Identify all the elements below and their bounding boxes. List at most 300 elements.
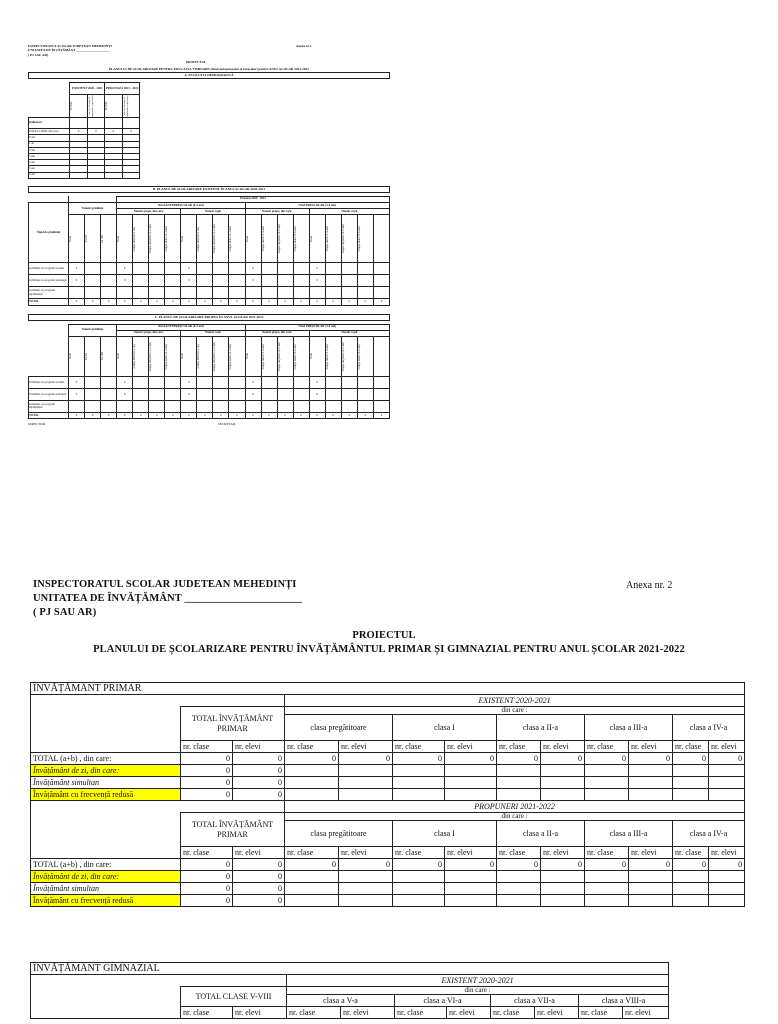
table-cell: 0 xyxy=(181,765,233,777)
table-cell: 0 xyxy=(445,859,497,871)
empty-cell xyxy=(541,871,585,883)
col-total: Total xyxy=(68,235,72,242)
empty-cell xyxy=(357,388,373,400)
gimnazial-title: ÎNVĂȚĂMÂNT GIMNAZIAL xyxy=(31,963,669,975)
col-grupa: Grupa mare (5-6 ani) xyxy=(356,343,361,370)
table-cell: 0 xyxy=(245,299,261,305)
table-cell: 0 xyxy=(325,299,341,305)
gimnazial-total-col: TOTAL CLASE V-VIII xyxy=(181,987,287,1007)
table-cell: 0 xyxy=(445,753,497,765)
empty-cell xyxy=(197,376,213,388)
table-cell xyxy=(325,215,341,263)
indicator-label: Indicatori xyxy=(29,118,70,129)
table-cell: 0 xyxy=(541,859,585,871)
nr-copii: Număr copii xyxy=(309,330,389,336)
col-grupa: Grupa mică (0-1 an) xyxy=(132,344,137,369)
empty-cell xyxy=(497,883,541,895)
table-cell: nr. clase xyxy=(585,741,629,753)
empty-cell xyxy=(101,388,117,400)
empty-cell xyxy=(357,376,373,388)
table-cell: 0 xyxy=(373,299,389,305)
col-prognoza: PROGNOZĂ 2021 - 2022 xyxy=(105,83,140,95)
table-cell xyxy=(181,215,197,263)
empty-cell xyxy=(325,275,341,287)
table-cell: 0 xyxy=(133,412,149,418)
annex1-header-left xyxy=(28,44,390,57)
col-total: Total xyxy=(308,235,313,242)
empty-cell xyxy=(373,275,389,287)
table-cell: nr. elevi xyxy=(623,1007,669,1019)
empty-cell xyxy=(229,376,245,388)
empty-cell xyxy=(149,376,165,388)
empty-cell xyxy=(709,777,745,789)
empty-cell xyxy=(339,789,393,801)
empty-cell xyxy=(285,883,339,895)
table-cell: nr. elevi xyxy=(339,847,393,859)
empty-cell xyxy=(197,400,213,412)
table-cell xyxy=(197,336,213,376)
table-cell: 0 xyxy=(709,753,745,765)
empty-cell xyxy=(285,871,339,883)
empty-cell xyxy=(197,263,213,275)
annex2-header-line: INSPECTORATUL SCOLAR JUDETEAN MEHEDINȚI xyxy=(33,579,297,590)
empty-cell xyxy=(69,400,85,412)
col-grupa: Grupa mare (5-6 ani) xyxy=(292,226,297,252)
class-header: clasa a IV-a xyxy=(673,715,745,741)
table-cell xyxy=(133,215,149,263)
table-cell xyxy=(70,95,87,118)
table-cell: 0 xyxy=(309,263,325,275)
col-grupa: Grupa mică (3-4 ani) xyxy=(260,226,265,252)
annex1-proj: PROIECTUL xyxy=(186,60,207,64)
row-total: TOTAL xyxy=(29,299,69,305)
empty-cell xyxy=(29,324,69,376)
empty-cell xyxy=(709,871,745,883)
table-cell: 0 xyxy=(309,275,325,287)
col-grupa: Grupa mică (3-4 ani) xyxy=(260,343,265,369)
nr-copii: Număr copii xyxy=(181,209,245,215)
empty-cell xyxy=(325,287,341,299)
empty-cell xyxy=(293,388,309,400)
table-cell xyxy=(293,215,309,263)
empty-cell xyxy=(31,801,285,813)
nr-gradinite: Număr grădinițe xyxy=(69,202,117,214)
annex1-page xyxy=(28,44,390,432)
table-cell: 0 xyxy=(181,388,197,400)
class-header: clasa pregătitoare xyxy=(285,715,393,741)
row-total: TOTAL xyxy=(29,412,69,418)
empty-cell xyxy=(197,287,213,299)
empty-cell xyxy=(585,895,629,907)
table-cell: 0 xyxy=(69,275,85,287)
empty-cell xyxy=(261,287,277,299)
table-cell: 0 xyxy=(69,388,85,400)
empty-cell xyxy=(497,765,541,777)
secretar-label: SECRETAR, xyxy=(218,422,236,427)
col-grupa: Grupa mijlocie (4-5 ani) xyxy=(340,224,345,254)
table-cell: nr. clase xyxy=(673,741,709,753)
cell-value: 0 xyxy=(70,129,87,135)
table-cell xyxy=(85,215,101,263)
empty-cell xyxy=(309,287,325,299)
col-grupa: Grupa mijlocie (1-2 ani) xyxy=(212,341,217,371)
empty-cell xyxy=(629,883,673,895)
col-grupa: Grupa mare (2-3 ani) xyxy=(164,343,169,370)
empty-cell xyxy=(165,376,181,388)
table-cell: 0 xyxy=(293,299,309,305)
director-label: DIRECTOR, xyxy=(28,422,46,427)
table-cell: nr. clase xyxy=(491,1007,535,1019)
col-grupa: Grupa mare (2-3 ani) xyxy=(164,226,169,252)
table-cell: 0 xyxy=(393,753,445,765)
empty-cell xyxy=(339,777,393,789)
annex1-header-line: ( PJ SAU AR) xyxy=(28,52,49,57)
empty-cell xyxy=(277,400,293,412)
empty-cell xyxy=(133,400,149,412)
table-cell xyxy=(229,215,245,263)
table-cell: 0 xyxy=(165,412,181,418)
empty-cell xyxy=(101,263,117,275)
table-cell: 0 xyxy=(585,859,629,871)
empty-cell xyxy=(373,388,389,400)
table-cell: 0 xyxy=(233,789,285,801)
empty-cell xyxy=(341,400,357,412)
table-cell: 0 xyxy=(233,753,285,765)
class-header: clasa a II-a xyxy=(497,821,585,847)
row-tip: Grădinițe cu program săptămânal xyxy=(29,400,69,412)
col-grupa: Grupa mare (2-3 ani) xyxy=(228,226,233,252)
table-cell: 0 xyxy=(293,412,309,418)
empty-cell xyxy=(165,287,181,299)
empty-cell xyxy=(105,172,122,178)
empty-cell xyxy=(261,376,277,388)
table-cell: 0 xyxy=(233,871,285,883)
empty-cell xyxy=(165,263,181,275)
annex1-section-c-table xyxy=(28,324,390,420)
empty-cell xyxy=(261,263,277,275)
empty-cell xyxy=(325,263,341,275)
table-cell: 0 xyxy=(69,299,85,305)
table-cell xyxy=(357,215,373,263)
col-total: Total xyxy=(180,353,185,360)
empty-cell xyxy=(341,388,357,400)
table-cell xyxy=(117,336,133,376)
tip-gradinita: Tipul de grădiniță xyxy=(29,202,69,262)
empty-cell xyxy=(325,388,341,400)
table-cell: nr. elevi xyxy=(233,847,285,859)
col-grupa: Grupa mijlocie (1-2 ani) xyxy=(212,224,217,254)
empty-cell xyxy=(357,263,373,275)
class-header: clasa a VII-a xyxy=(491,995,579,1007)
table-cell: nr. elevi xyxy=(709,847,745,859)
empty-cell xyxy=(85,400,101,412)
table-cell xyxy=(309,336,325,376)
table-cell: 0 xyxy=(585,753,629,765)
empty-cell xyxy=(122,172,139,178)
nr-grupe: Număr grupe, din care: xyxy=(117,330,181,336)
empty-cell xyxy=(181,400,197,412)
nr-gradinite: Număr grădinițe xyxy=(69,324,117,336)
nivel-pre: Nivel PREȘCOLAR (3-6 ani) xyxy=(245,324,389,330)
col-ca-ar: Ca AR xyxy=(100,352,105,361)
table-cell: 0 xyxy=(339,859,393,871)
gimnazial-existent: EXISTENT 2020-2021 xyxy=(287,975,669,987)
col-grupa: Grupa mare (2-3 ani) xyxy=(228,343,233,370)
col-grupa: Grupa mică (3-4 ani) xyxy=(324,343,329,369)
col-total: TOTAL xyxy=(104,101,109,112)
table-cell: 0 xyxy=(285,753,339,765)
empty-cell xyxy=(261,388,277,400)
table-cell xyxy=(149,215,165,263)
table-cell xyxy=(277,215,293,263)
table-cell: 0 xyxy=(541,753,585,765)
table-cell: 0 xyxy=(233,777,285,789)
empty-cell xyxy=(149,287,165,299)
annex2-plan-title: PLANULUI DE ȘCOLARIZARE PENTRU ÎNVĂȚĂMÂNTUL PRIMAR ȘI GIMNAZIAL PENTRU ANUL ȘCOLAR 2021-2022 xyxy=(93,644,685,655)
empty-cell xyxy=(133,376,149,388)
table-cell: 0 xyxy=(85,412,101,418)
table-cell xyxy=(325,336,341,376)
empty-cell xyxy=(261,275,277,287)
empty-cell xyxy=(101,287,117,299)
table-cell: nr. clase xyxy=(285,847,339,859)
table-cell: 0 xyxy=(233,765,285,777)
empty-cell xyxy=(133,263,149,275)
empty-cell xyxy=(87,172,104,178)
table-cell xyxy=(293,336,309,376)
table-cell xyxy=(149,336,165,376)
table-cell: nr. clase xyxy=(579,1007,623,1019)
table-cell: nr. elevi xyxy=(629,847,673,859)
table-cell: nr. elevi xyxy=(535,1007,579,1019)
empty-cell xyxy=(373,215,389,263)
empty-cell xyxy=(31,987,181,1019)
annex2-header-line: UNITATEA DE ÎNVĂȚĂMÂNT ______________________ xyxy=(33,593,303,604)
table-cell: 0 xyxy=(181,753,233,765)
empty-cell xyxy=(629,777,673,789)
empty-cell xyxy=(445,777,497,789)
table-cell xyxy=(197,215,213,263)
empty-cell xyxy=(285,765,339,777)
table-cell: 0 xyxy=(69,263,85,275)
col-ca-ar: Ca AR xyxy=(100,234,105,243)
table-cell xyxy=(117,215,133,263)
empty-cell xyxy=(149,388,165,400)
empty-cell xyxy=(393,777,445,789)
empty-cell xyxy=(213,263,229,275)
empty-cell xyxy=(585,789,629,801)
row-tip: Grădinițe cu program prelungit xyxy=(29,275,69,287)
empty-cell xyxy=(341,275,357,287)
table-cell: nr. elevi xyxy=(233,741,285,753)
table-cell xyxy=(277,336,293,376)
empty-cell xyxy=(213,275,229,287)
annex1-section-b-title: B. PLANUL DE ȘCOLARIZARE EXISTENT ÎN ANUL ȘCOLAR 2020-2021 xyxy=(28,186,390,193)
empty-cell xyxy=(277,287,293,299)
table-cell: 0 xyxy=(229,299,245,305)
table-cell: 0 xyxy=(309,388,325,400)
empty-cell xyxy=(149,275,165,287)
empty-cell xyxy=(673,871,709,883)
table-cell: 0 xyxy=(393,859,445,871)
nr-grupe: Număr grupe, din care: xyxy=(117,209,181,215)
col-total: Total xyxy=(180,235,185,242)
empty-cell xyxy=(393,871,445,883)
empty-cell xyxy=(339,765,393,777)
table-cell xyxy=(261,336,277,376)
empty-cell xyxy=(393,765,445,777)
table-cell: nr. elevi xyxy=(541,741,585,753)
empty-cell xyxy=(541,765,585,777)
annex1-header-line: UNITATEA DE ÎNVĂȚĂMÂNT ____________________ xyxy=(28,48,111,53)
existent-label: Existent 2020 - 2021 xyxy=(117,196,390,202)
table-cell: 0 xyxy=(277,299,293,305)
nivel-pre: Nivel PREȘCOLAR (3-6 ani) xyxy=(245,202,389,208)
table-cell xyxy=(165,336,181,376)
table-cell: 0 xyxy=(309,412,325,418)
din-care: din care : xyxy=(285,707,745,715)
empty-cell xyxy=(373,336,389,376)
table-cell: nr. clase xyxy=(285,741,339,753)
col-total: Total xyxy=(68,353,72,360)
table-cell xyxy=(341,336,357,376)
table-cell: nr. clase xyxy=(585,847,629,859)
empty-cell xyxy=(293,400,309,412)
empty-cell xyxy=(229,263,245,275)
empty-cell xyxy=(445,765,497,777)
table-cell: 0 xyxy=(117,299,133,305)
table-cell xyxy=(69,336,85,376)
annex1-header-line: INSPECTORATUL ȘCOLAR JUDEȚEAN MEHEDINȚI xyxy=(28,44,112,48)
table-cell xyxy=(229,336,245,376)
empty-cell xyxy=(213,388,229,400)
nivel-antepre: Nivel ANTEPREȘCOLAR (0-3 ani) xyxy=(117,202,245,208)
table-cell: 0 xyxy=(341,412,357,418)
empty-cell xyxy=(709,789,745,801)
empty-cell xyxy=(31,695,285,707)
annex2-header-line: ( PJ SAU AR) xyxy=(33,607,97,618)
empty-cell xyxy=(293,287,309,299)
col-grupa: Grupa mică (0-1 an) xyxy=(196,344,201,369)
empty-cell xyxy=(497,777,541,789)
class-header: clasa I xyxy=(393,821,497,847)
empty-cell xyxy=(497,789,541,801)
table-cell: 0 xyxy=(497,859,541,871)
class-header: clasa a V-a xyxy=(287,995,395,1007)
table-cell: 0 xyxy=(85,299,101,305)
table-cell: 0 xyxy=(245,412,261,418)
annex2-number: Anexa nr. 2 xyxy=(626,580,673,591)
empty-cell xyxy=(541,895,585,907)
empty-cell xyxy=(293,376,309,388)
empty-cell xyxy=(339,871,393,883)
table-cell xyxy=(309,215,325,263)
empty-cell xyxy=(31,707,181,753)
table-cell xyxy=(245,215,261,263)
empty-cell xyxy=(165,400,181,412)
table-cell: 0 xyxy=(117,263,133,275)
empty-cell xyxy=(373,287,389,299)
empty-cell xyxy=(629,871,673,883)
class-header: clasa a II-a xyxy=(497,715,585,741)
annex1-section-a-table xyxy=(28,82,140,179)
col-total: TOTAL xyxy=(69,101,74,112)
table-cell: 0 xyxy=(357,299,373,305)
table-cell xyxy=(261,215,277,263)
empty-cell xyxy=(277,275,293,287)
empty-cell xyxy=(341,263,357,275)
din-care: din care : xyxy=(287,987,669,995)
table-cell: 0 xyxy=(309,299,325,305)
empty-cell xyxy=(541,777,585,789)
empty-cell xyxy=(277,263,293,275)
row-zi: Învățământ de zi, din care: xyxy=(31,765,181,777)
empty-cell xyxy=(133,287,149,299)
table-cell: 0 xyxy=(117,412,133,418)
nr-copii: Număr copii xyxy=(309,209,389,215)
empty-cell xyxy=(373,376,389,388)
empty-cell xyxy=(445,895,497,907)
empty-cell xyxy=(673,883,709,895)
nr-copii: Număr copii xyxy=(181,330,245,336)
empty-cell xyxy=(245,400,261,412)
empty-cell xyxy=(673,777,709,789)
empty-cell xyxy=(229,275,245,287)
table-cell: 0 xyxy=(181,263,197,275)
empty-cell xyxy=(341,376,357,388)
cell-value: 0 xyxy=(87,129,104,135)
empty-cell xyxy=(85,275,101,287)
table-cell: nr. clase xyxy=(395,1007,447,1019)
empty-cell xyxy=(165,275,181,287)
empty-cell xyxy=(393,883,445,895)
nivel-antepre: Nivel ANTEPREȘCOLAR (0-3 ani) xyxy=(117,324,245,330)
empty-cell xyxy=(309,400,325,412)
empty-cell xyxy=(101,400,117,412)
col-total: Total xyxy=(116,235,121,242)
table-cell: 0 xyxy=(133,299,149,305)
table-cell: nr. elevi xyxy=(629,741,673,753)
empty-cell xyxy=(325,400,341,412)
empty-cell xyxy=(105,118,122,129)
table-cell: nr. clase xyxy=(497,741,541,753)
table-cell: nr. elevi xyxy=(541,847,585,859)
col-total: Total xyxy=(244,235,249,242)
table-cell: nr. clase xyxy=(673,847,709,859)
table-cell xyxy=(105,95,122,118)
empty-cell xyxy=(629,765,673,777)
table-cell: 0 xyxy=(117,376,133,388)
empty-cell xyxy=(445,883,497,895)
table-cell: nr. elevi xyxy=(233,1007,287,1019)
empty-cell xyxy=(357,287,373,299)
col-grupa: Grupa mijlocie (1-2 ani) xyxy=(148,341,153,371)
empty-cell xyxy=(293,275,309,287)
empty-cell xyxy=(541,789,585,801)
empty-cell xyxy=(393,789,445,801)
empty-cell xyxy=(285,777,339,789)
empty-cell xyxy=(101,376,117,388)
annex2-header-left xyxy=(33,578,302,620)
col-din-care: din care în zona de cuprindere a grădiniței xyxy=(122,95,129,118)
class-header: clasa a VI-a xyxy=(395,995,491,1007)
class-header: clasa pregătitoare xyxy=(285,821,393,847)
row-age: 5 ani xyxy=(29,166,70,172)
table-cell: 0 xyxy=(181,883,233,895)
empty-cell xyxy=(497,895,541,907)
table-cell: 0 xyxy=(709,859,745,871)
empty-cell xyxy=(629,895,673,907)
